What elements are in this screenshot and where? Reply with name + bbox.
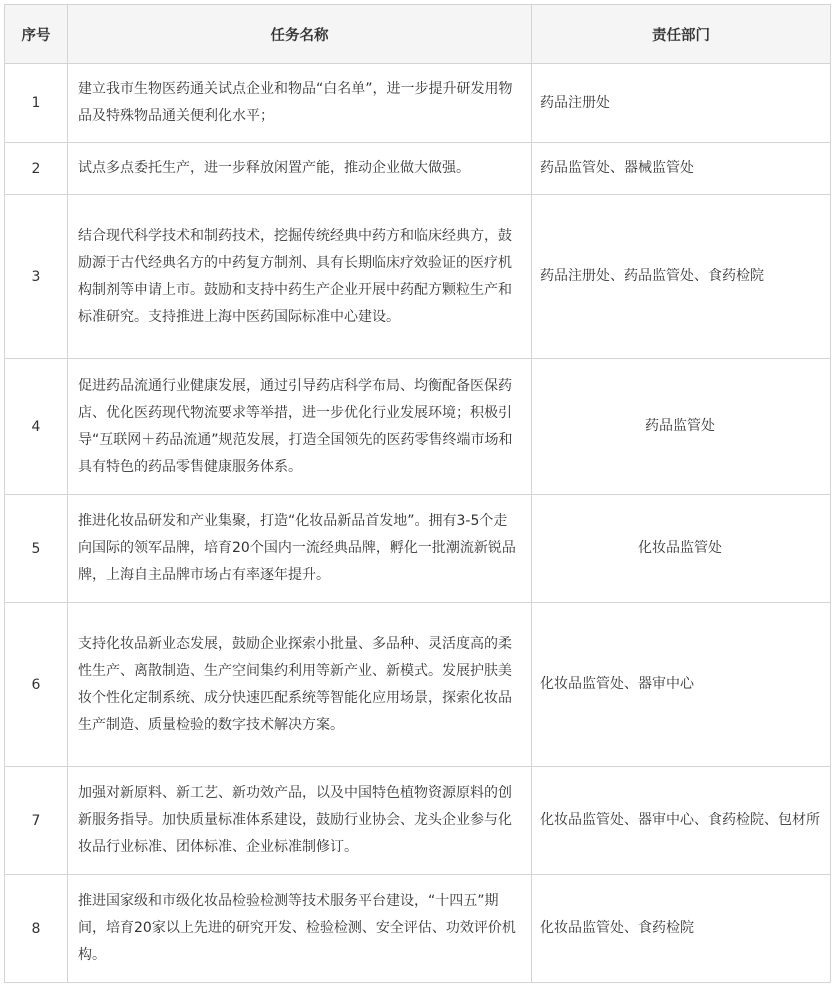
- row-dept: 药品注册处、药品监管处、食药检院: [532, 195, 831, 359]
- table-row: [5, 875, 831, 983]
- row-dept: 化妆品监管处、器审中心、食药检院、包材所: [532, 767, 831, 875]
- row-index: 1: [5, 64, 68, 143]
- row-task: 试点多点委托生产，进一步释放闲置产能，推动企业做大做强。: [68, 143, 532, 195]
- row-index: 2: [5, 143, 68, 195]
- row-dept: 药品注册处: [532, 64, 831, 143]
- row-task: 结合现代科学技术和制药技术，挖掘传统经典中药方和临床经典方，鼓励源于古代经典名方的中药复方制剂、具有长期临床疗效验证的医疗机构制剂等申请上市。鼓励和支持中药生产企业开展中药配方颗粒生产和标准研究。支持推进上海中医药国际标准中心建设。: [68, 195, 532, 359]
- row-task: 推进化妆品研发和产业集聚，打造“化妆品新品首发地”。拥有3-5个走向国际的领军品牌，培育20个国内一流经典品牌，孵化一批潮流新锐品牌，上海自主品牌市场占有率逐年提升。: [68, 495, 532, 603]
- table-row: [5, 143, 831, 195]
- row-dept: 化妆品监管处、食药检院: [532, 875, 831, 983]
- row-index: 3: [5, 195, 68, 359]
- header-index: 序号: [5, 5, 68, 64]
- row-dept: 药品监管处、器械监管处: [532, 143, 831, 195]
- table-row: [5, 767, 831, 875]
- table-row: [5, 495, 831, 603]
- table-header-row: [5, 5, 831, 64]
- header-task-name: 任务名称: [68, 5, 532, 64]
- row-dept: 药品监管处: [532, 359, 831, 495]
- header-responsible-dept: 责任部门: [532, 5, 831, 64]
- table-row: [5, 64, 831, 143]
- row-task: 促进药品流通行业健康发展，通过引导药店科学布局、均衡配备医保药店、优化医药现代物流要求等举措，进一步优化行业发展环境；积极引导“互联网＋药品流通”规范发展，打造全国领先的医药零售终端市场和具有特色的药品零售健康服务体系。: [68, 359, 532, 495]
- task-table: [4, 4, 831, 983]
- table-row: [5, 195, 831, 359]
- row-task: 建立我市生物医药通关试点企业和物品“白名单”，进一步提升研发用物品及特殊物品通关便利化水平；: [68, 64, 532, 143]
- table-row: [5, 603, 831, 767]
- row-index: 5: [5, 495, 68, 603]
- row-index: 8: [5, 875, 68, 983]
- row-index: 4: [5, 359, 68, 495]
- row-dept: 化妆品监管处: [532, 495, 831, 603]
- row-dept: 化妆品监管处、器审中心: [532, 603, 831, 767]
- row-index: 6: [5, 603, 68, 767]
- row-task: 支持化妆品新业态发展，鼓励企业探索小批量、多品种、灵活度高的柔性生产、离散制造、生产空间集约利用等新产业、新模式。发展护肤美妆个性化定制系统、成分快速匹配系统等智能化应用场景，探索化妆品生产制造、质量检验的数字技术解决方案。: [68, 603, 532, 767]
- table-row: [5, 359, 831, 495]
- row-task: 推进国家级和市级化妆品检验检测等技术服务平台建设，“十四五”期间，培育20家以上先进的研究开发、检验检测、安全评估、功效评价机构。: [68, 875, 532, 983]
- row-task: 加强对新原料、新工艺、新功效产品，以及中国特色植物资源原料的创新服务指导。加快质量标准体系建设，鼓励行业协会、龙头企业参与化妆品行业标准、团体标准、企业标准制修订。: [68, 767, 532, 875]
- row-index: 7: [5, 767, 68, 875]
